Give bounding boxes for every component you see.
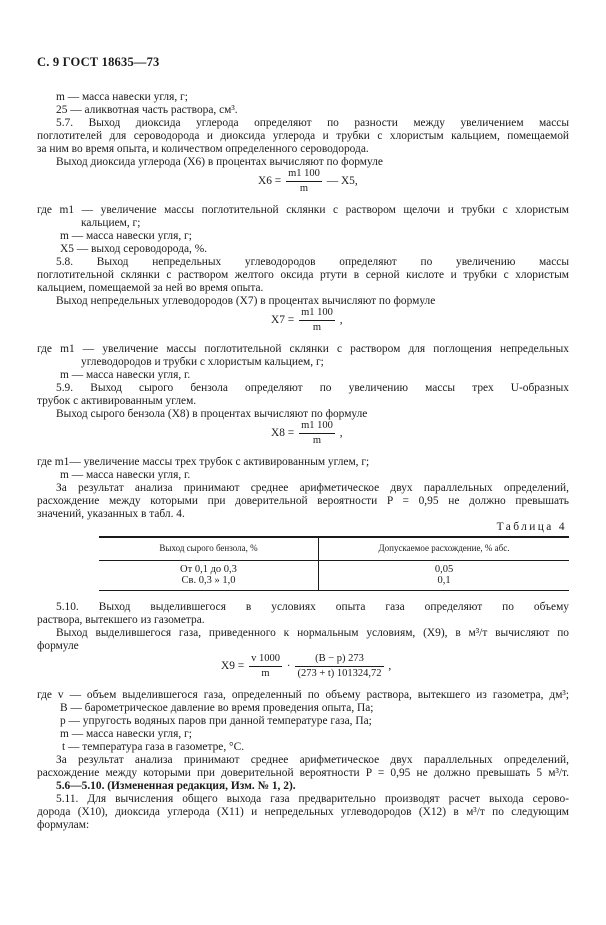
section-5-11-heading: 5.11. Для вычисления общего выхода газа предварительно производят расчет выхода серово- — [56, 793, 569, 805]
paragraph-line: значений, указанных в табл. 4. — [37, 508, 185, 520]
paragraph-line: Выход диоксида углерода (X6) в процентах вычисляют по формуле — [56, 156, 383, 168]
paragraph-line: формулам: — [37, 819, 90, 831]
definition-line: где m1 — увеличение массы поглотительной склянки с раствором щелочи и трубки с хлористым — [37, 204, 569, 216]
paragraph-line: кальцием, помещаемой за ней во время опыта. — [37, 282, 264, 294]
paragraph-line: Выход выделившегося газа, приведенного к нормальным условиям, (X9), в м³/т вычисляют по — [56, 627, 569, 639]
paragraph-line: трубок с активированным углем. — [37, 395, 197, 407]
page-header: С. 9 ГОСТ 18635—73 — [37, 55, 160, 69]
formula-x8: X8 = $\frac{m1 100}{m}$ , — [271, 420, 343, 446]
definition-line: X5 — выход сероводорода, %. — [60, 243, 208, 255]
definition-line: m — масса навески угля, г. — [60, 469, 191, 481]
section-5-7-heading: 5.7. Выход диоксида углерода определяют по разности между увеличением массы — [56, 117, 569, 129]
definition-line: где m1 — увеличение массы поглотительной склянки с раствором для поглощения непредельных — [37, 343, 569, 355]
table-4 — [99, 536, 569, 591]
definition-line: p — упругость водяных паров при данной температуре газа, Па; — [60, 715, 372, 727]
paragraph-line: за ним во время опыта, и количеством определенного сероводорода. — [37, 143, 369, 155]
paragraph-line: поглотителей для сероводорода и диоксида углерода и трубки с хлористым кальцием, помещаемой — [37, 130, 569, 142]
table-row — [99, 561, 569, 576]
table-header-cell: Выход сырого бензола, % — [99, 537, 319, 561]
definition-line: 25 — аликвотная часть раствора, см³. — [56, 104, 238, 116]
section-5-8-heading: 5.8. Выход непредельных углеводородов определяют по увеличению массы — [56, 256, 569, 268]
section-5-10-heading: 5.10. Выход выделившегося в условиях опыта газа определяют по объему — [56, 601, 569, 613]
definition-line: m — масса навески угля, г. — [60, 369, 191, 381]
definition-line: B — барометрическое давление во время проведения опыта, Па; — [60, 702, 374, 714]
paragraph-line: За результат анализа принимают среднее арифметическое двух параллельных определений, — [56, 754, 569, 766]
paragraph-line: расхождение между которыми при доверительной вероятности P = 0,95 не должно превышать 5 м³/т. — [37, 767, 569, 779]
definition-line: m — масса навески угля, г; — [60, 728, 192, 740]
paragraph-line: расхождение между которыми при доверительной вероятности P = 0,95 не должно превышать — [37, 495, 569, 507]
paragraph-line: За результат анализа принимают среднее арифметическое двух параллельных определений, — [56, 482, 569, 494]
definition-line: кальцием, г; — [81, 217, 141, 229]
table-header-cell: Допускаемое расхождение, % абс. — [319, 537, 570, 561]
amendment-note: 5.6—5.10. (Измененная редакция, Изм. № 1, 2). — [56, 780, 296, 792]
definition-line: где v — объем выделившегося газа, определенный по объему раствора, вытекшего из газометра, дм³; — [37, 689, 569, 701]
formula-x7: X7 = $\frac{m1 100}{m}$ , — [271, 307, 343, 333]
formula-x6: X6 = $\frac{m1 100}{m}$ — X5, — [258, 168, 358, 194]
definition-line: углеводородов и трубки с хлористым кальцием, г; — [81, 356, 324, 368]
definition-line: m — масса навески угля, г; — [60, 230, 192, 242]
paragraph-line: дорода (X10), диоксида углерода (X11) и непредельных углеводородов (X12) в м³/т по следующим — [37, 806, 569, 818]
formula-x9: X9 = $\frac{v 1000}{m}$ · $\frac{(B - p) 273}{(273 + t) 101324,72}$ , — [221, 653, 392, 679]
table-row — [99, 575, 569, 591]
paragraph-line: раствора, вытекшего из газометра. — [37, 614, 205, 626]
table-cell: 0,05 — [434, 564, 454, 575]
table-title: Таблица 4 — [496, 521, 567, 533]
section-5-9-heading: 5.9. Выход сырого бензола определяют по увеличению массы трех U-образных — [56, 382, 569, 394]
definition-line: t — температура газа в газометре, °С. — [62, 741, 245, 753]
paragraph-line: Выход сырого бензола (X8) в процентах вычисляют по формуле — [56, 408, 368, 420]
definition-line: где m1— увеличение массы трех трубок с активированным углем, г; — [37, 456, 370, 468]
table-cell: Св. 0,3 » 1,0 — [99, 575, 319, 591]
table-cell: 0,1 — [319, 575, 570, 591]
paragraph-line: формуле — [37, 640, 79, 652]
paragraph-line: поглотительной склянки с раствором желтого оксида ртути в серной кислоте и трубки с хлористым — [37, 269, 569, 281]
table-cell: От 0,1 до 0,3 — [99, 561, 319, 576]
definition-line: m — масса навески угля, г; — [56, 91, 188, 103]
paragraph-line: Выход непредельных углеводородов (X7) в процентах вычисляют по формуле — [56, 295, 436, 307]
